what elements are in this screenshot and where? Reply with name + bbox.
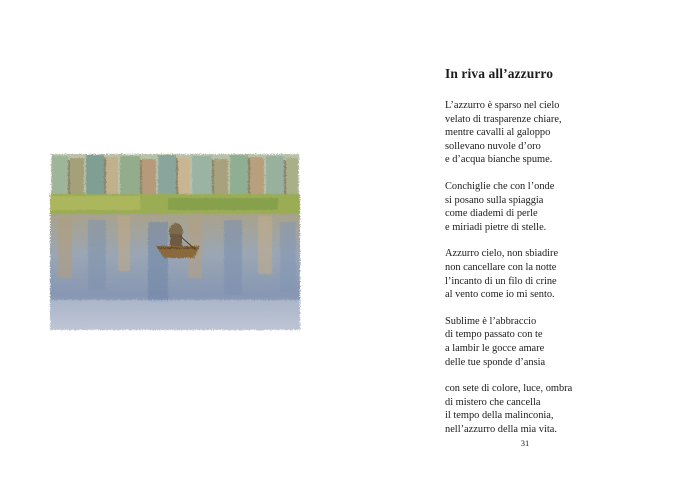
watercolor-illustration	[48, 150, 302, 333]
poem-line: non cancellare con la notte	[445, 261, 557, 273]
poem-line: Azzurro cielo, non sbiadire	[445, 248, 559, 260]
poem-stanza	[445, 99, 675, 167]
page-number: 31	[520, 438, 530, 448]
poem-body	[445, 99, 675, 449]
poem-stanza	[445, 247, 675, 301]
poem-line: l’incanto di un filo di crine	[445, 275, 557, 287]
poem-line: delle tue sponde d’ansia	[445, 356, 546, 368]
poem-line: L’azzurro è sparso nel cielo	[445, 100, 560, 111]
poem-line: mentre cavalli al galoppo	[445, 127, 551, 139]
poem-line: si posano sulla spiaggia	[445, 194, 544, 206]
poem-line: nell’azzurro della mia vita.	[445, 423, 557, 435]
poem-line: di mistero che cancella	[445, 396, 541, 408]
poem-line: e d’acqua bianche spume.	[445, 154, 553, 166]
poem-title: In riva all’azzurro	[445, 66, 554, 81]
poem-stanza	[445, 180, 675, 234]
poem-line: come diademi di perle	[445, 208, 538, 220]
poem-stanza	[445, 382, 675, 436]
poem-stanza	[445, 315, 675, 369]
poem-line: e miriadi pietre di stelle.	[445, 221, 547, 233]
poem-line: il tempo della malinconia,	[445, 410, 554, 422]
poem-line: con sete di colore, luce, ombra	[445, 383, 573, 395]
poem-line: sollevano nuvole d’oro	[445, 140, 541, 152]
poem-line: a lambir le gocce amare	[445, 342, 545, 354]
poem-line: Sublime è l’abbraccio	[445, 315, 537, 327]
poem-line: di tempo passato con te	[445, 329, 543, 341]
poem-line: velato di trasparenze chiare,	[445, 113, 562, 125]
poem-line: Conchiglie che con l’onde	[445, 180, 555, 192]
poem-line: al vento come io mi sento.	[445, 289, 555, 301]
